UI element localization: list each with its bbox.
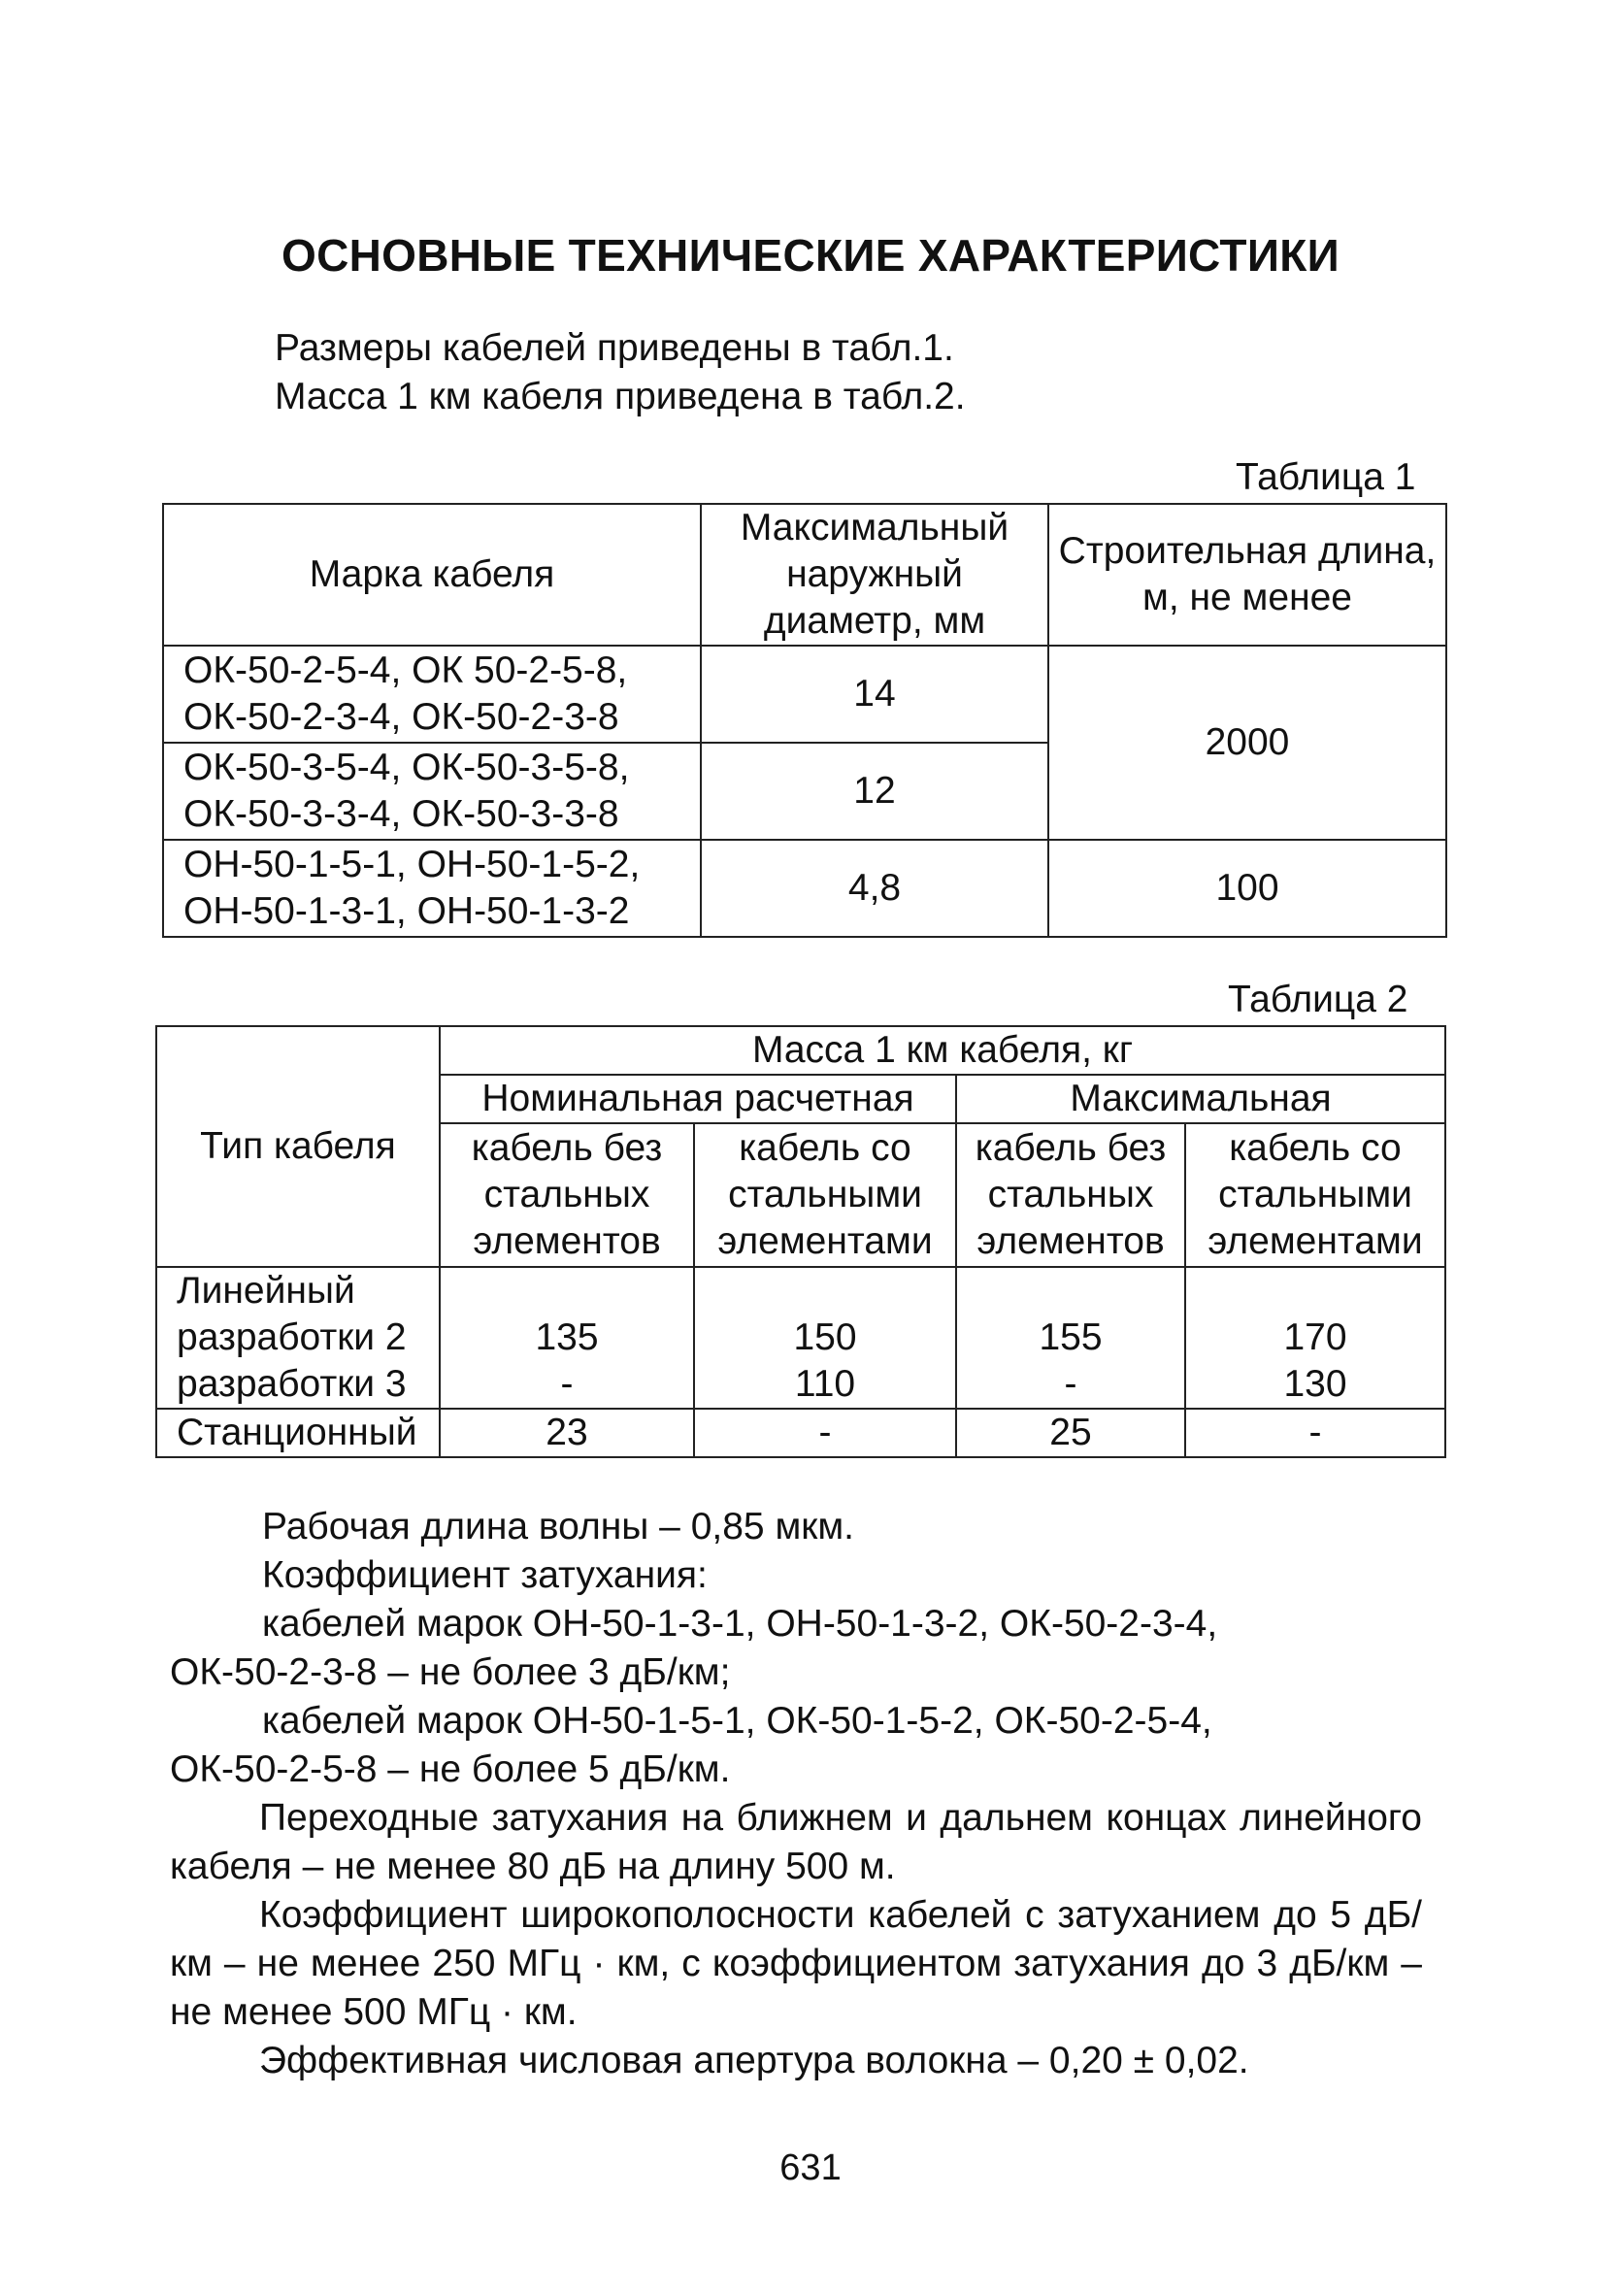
table1-cell-brand: ОН-50-1-5-1, ОН-50-1-5-2, ОН-50-1-3-1, ОН-50-1-3-2 <box>163 840 701 937</box>
aperture-text: Эффективная числовая апертура волокна – 0,20 ± 0,02. <box>259 2040 1249 2081</box>
table1-cell-brand: ОК-50-3-5-4, ОК-50-3-5-8, ОК-50-3-3-4, ОК-50-3-3-8 <box>163 743 701 840</box>
table2-cell-max-with <box>1185 1267 1445 1409</box>
table1-header-length: Строительная длина, м, не менее <box>1048 504 1446 646</box>
table1-cell-diameter: 12 <box>701 743 1048 840</box>
table2-header-nominal: Номинальная расчетная <box>440 1075 956 1123</box>
intro-line-2: Масса 1 км кабеля приведена в табл.2. <box>275 376 966 417</box>
table1-header-diameter: Максимальный наружный диаметр, мм <box>701 504 1048 646</box>
page-title: ОСНОВНЫЕ ТЕХНИЧЕСКИЕ ХАРАКТЕРИСТИКИ <box>281 230 1340 281</box>
table-row <box>163 840 1446 937</box>
table2-cell-max-without <box>956 1267 1185 1409</box>
table2-cell-nom-without <box>440 1267 694 1409</box>
attenuation-1-line-2: ОК-50-2-3-8 – не более 3 дБ/км; <box>170 1651 731 1693</box>
value-rev3: 110 <box>794 1363 856 1405</box>
attenuation-2-line-1: кабелей марок ОН-50-1-5-1, ОК-50-1-5-2, ОК-50-2-5-4, <box>262 1700 1212 1742</box>
attenuation-heading: Коэффициент затухания: <box>262 1554 708 1596</box>
intro-line-1: Размеры кабелей приведены в табл.1. <box>275 327 954 369</box>
table2-header-max-with-steel: кабель со стальными элементами <box>1185 1123 1445 1267</box>
value-rev2: 155 <box>1039 1316 1103 1358</box>
table1-header-brand: Марка кабеля <box>163 504 701 646</box>
table2-cell-nom-without: 23 <box>440 1409 694 1457</box>
table1-cell-diameter: 14 <box>701 646 1048 743</box>
table1-cell-length: 2000 <box>1048 646 1446 840</box>
table2 <box>155 1025 1446 1458</box>
linear-rev3: разработки 3 <box>177 1363 407 1405</box>
table1-cell-brand: ОК-50-2-5-4, ОК 50-2-5-8, ОК-50-2-3-4, ОК-50-2-3-8 <box>163 646 701 743</box>
linear-name: Линейный <box>177 1270 355 1312</box>
table1-caption: Таблица 1 <box>1236 456 1416 498</box>
value-rev2: 150 <box>793 1316 857 1358</box>
table2-header-mass: Масса 1 км кабеля, кг <box>440 1026 1445 1075</box>
table2-header-max-without-steel: кабель без стальных элементов <box>956 1123 1185 1267</box>
attenuation-1-line-1: кабелей марок ОН-50-1-3-1, ОН-50-1-3-2, ОК-50-2-3-4, <box>262 1603 1218 1645</box>
value-rev3: - <box>1064 1363 1077 1405</box>
table2-cell-nom-with <box>694 1267 956 1409</box>
table2-cell-max-with: - <box>1185 1409 1445 1457</box>
table1 <box>162 503 1447 938</box>
attenuation-2-line-2: ОК-50-2-5-8 – не более 5 дБ/км. <box>170 1748 731 1790</box>
table2-header-type: Тип кабеля <box>156 1026 440 1267</box>
table1-cell-diameter: 4,8 <box>701 840 1048 937</box>
table1-cell-length: 100 <box>1048 840 1446 937</box>
linear-rev2: разработки 2 <box>177 1316 407 1358</box>
table2-cell-type-station: Станционный <box>156 1409 440 1457</box>
table2-cell-nom-with: - <box>694 1409 956 1457</box>
table2-header-nom-without-steel: кабель без стальных элементов <box>440 1123 694 1267</box>
value-rev2: 170 <box>1283 1316 1347 1358</box>
table-row <box>163 646 1446 743</box>
value-rev3: 130 <box>1283 1363 1347 1405</box>
table-row <box>156 1409 1445 1457</box>
bandwidth-paragraph: Коэффициент широкополосности кабелей с затуханием до 5 дБ/км – не менее 250 МГц · км, с коэффициентом затухания до 3 дБ/км – не менее 500 МГц · км. <box>170 1894 1422 2033</box>
table2-cell-type-linear <box>156 1267 440 1409</box>
page-number: 631 <box>779 2147 842 2188</box>
wavelength-text: Рабочая длина волны – 0,85 мкм. <box>262 1506 854 1547</box>
table-row <box>156 1267 1445 1409</box>
table2-header-maximal: Максимальная <box>956 1075 1445 1123</box>
table2-caption: Таблица 2 <box>1228 979 1408 1020</box>
crosstalk-paragraph: Переходные затухания на ближнем и дальнем концах линейного кабеля – не менее 80 дБ на длину 500 м. <box>170 1797 1422 1887</box>
table2-header-nom-with-steel: кабель со стальными элементами <box>694 1123 956 1267</box>
value-rev2: 135 <box>535 1316 599 1358</box>
value-rev3: - <box>560 1363 574 1405</box>
table2-cell-max-without: 25 <box>956 1409 1185 1457</box>
